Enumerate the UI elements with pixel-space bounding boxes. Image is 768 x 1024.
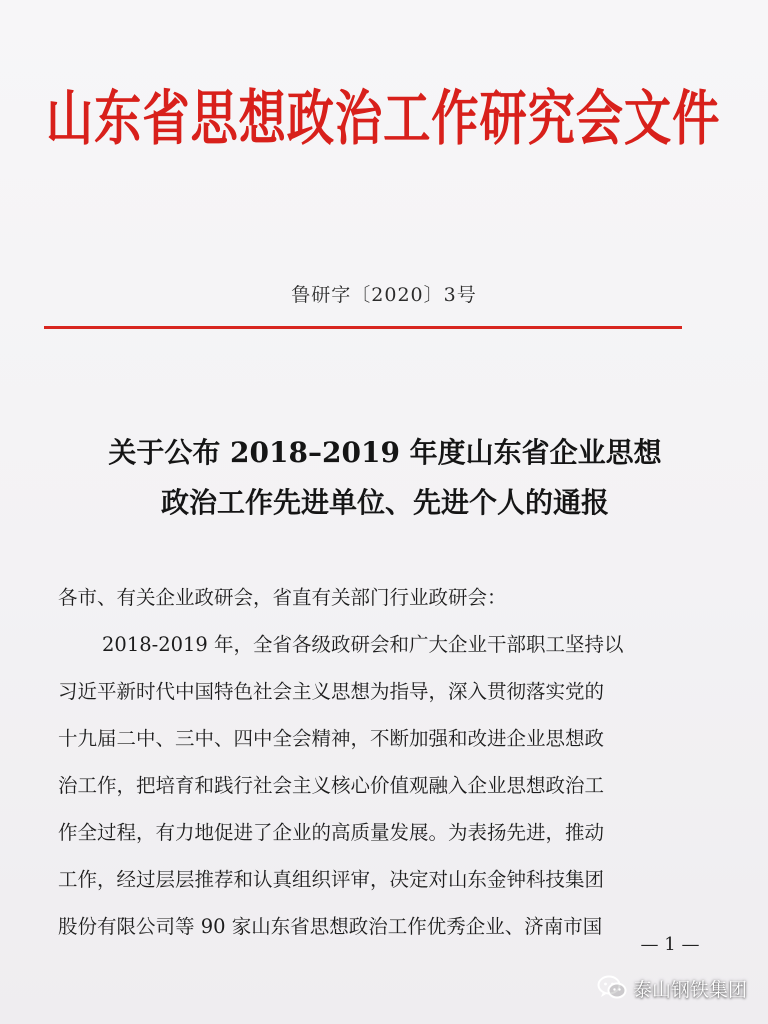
header-title: 山东省思想政治工作研究会文件 <box>46 82 721 153</box>
page-number: — 1 — <box>640 934 700 955</box>
title-line-2: 政治工作先进单位、先进个人的通报 <box>160 486 609 519</box>
salutation: 各市、有关企业政研会，省直有关部门行业政研会： <box>58 586 507 609</box>
body-line: 股份有限公司等 90 家山东省思想政治工作优秀企业、济南市国 <box>58 915 603 938</box>
body-line: 作全过程，有力地促进了企业的高质量发展。为表扬先进，推动 <box>58 821 605 844</box>
document-number: 鲁研字〔2020〕3号 <box>291 284 477 306</box>
watermark <box>597 968 747 1008</box>
body-line: 习近平新时代中国特色社会主义思想为指导，深入贯彻落实党的 <box>58 680 605 703</box>
wechat-icon <box>597 975 627 1001</box>
body-line: 工作，经过层层推荐和认真组织评审，决定对山东金钟科技集团 <box>58 868 605 891</box>
document-title <box>40 428 730 528</box>
title-line-1: 关于公布 2018–2019 年度山东省企业思想 <box>108 436 662 469</box>
body-line: 十九届二中、三中、四中全会精神，不断加强和改进企业思想政 <box>58 727 605 750</box>
red-divider-line <box>44 326 682 329</box>
body-line: 2018-2019 年，全省各级政研会和广大企业干部职工坚持以 <box>102 633 624 656</box>
body-line: 治工作，把培育和践行社会主义核心价值观融入企业思想政治工 <box>58 774 605 797</box>
document-body <box>58 574 718 950</box>
watermark-text: 泰山钢铁集团 <box>633 978 748 1001</box>
